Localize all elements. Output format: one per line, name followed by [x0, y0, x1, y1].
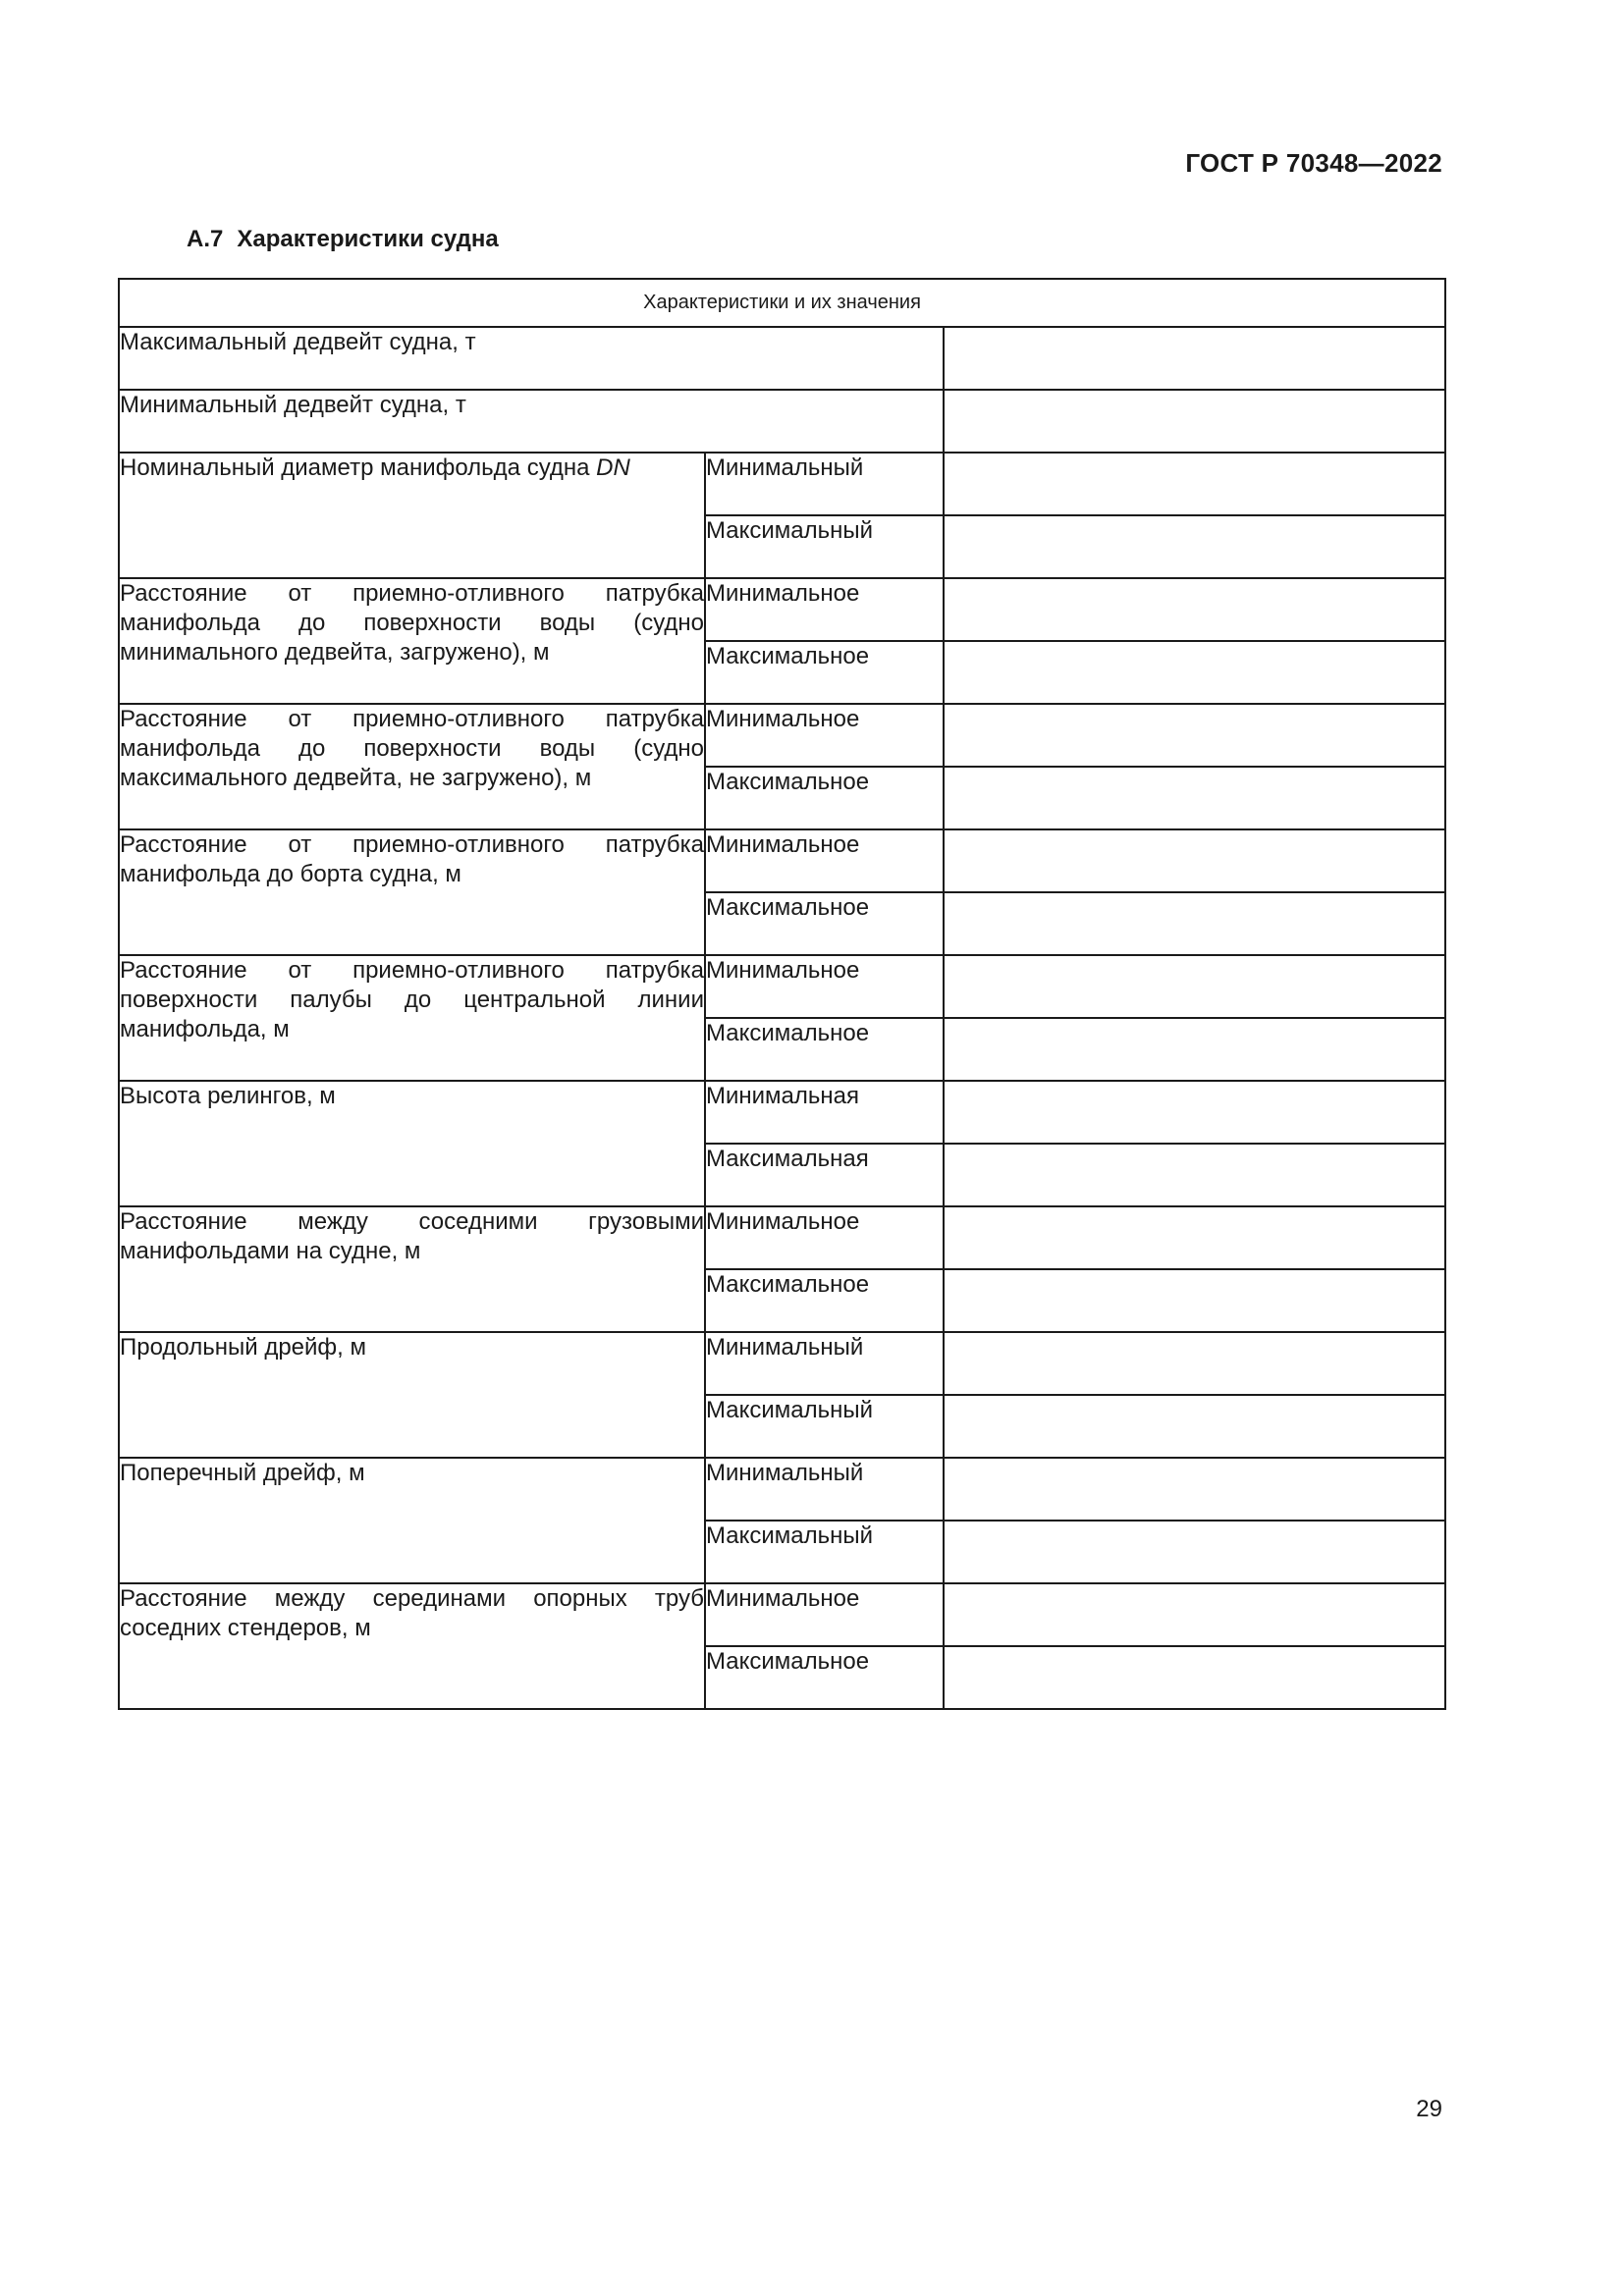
value-cell[interactable] — [944, 641, 1445, 704]
option-label: Максимальное — [705, 1269, 944, 1332]
param-label: Расстояние от приемно-отливного патрубка поверхности палубы до центральной линии манифольда, м — [119, 955, 705, 1081]
option-label: Минимальное — [705, 829, 944, 892]
option-label: Максимальная — [705, 1144, 944, 1206]
option-label: Минимальное — [705, 578, 944, 641]
option-label: Минимальное — [705, 955, 944, 1018]
param-label: Расстояние от приемно-отливного патрубка манифольда до борта судна, м — [119, 829, 705, 955]
param-label: Расстояние от приемно-отливного патрубка манифольда до поверхности воды (судно максимального дедвейта, не загружено), м — [119, 704, 705, 829]
option-label: Минимальный — [705, 1458, 944, 1521]
option-label: Минимальное — [705, 1206, 944, 1269]
option-label: Минимальное — [705, 1583, 944, 1646]
value-cell[interactable] — [944, 1269, 1445, 1332]
value-cell[interactable] — [944, 1521, 1445, 1583]
value-cell[interactable] — [944, 892, 1445, 955]
table-row — [119, 1332, 1445, 1395]
table-row — [119, 1206, 1445, 1269]
table-header-row — [119, 279, 1445, 327]
param-label: Расстояние от приемно-отливного патрубка манифольда до поверхности воды (судно минимального дедвейта, загружено), м — [119, 578, 705, 704]
option-label: Максимальное — [705, 1018, 944, 1081]
value-cell[interactable] — [944, 767, 1445, 829]
table-row — [119, 578, 1445, 641]
value-cell[interactable] — [944, 1646, 1445, 1709]
table-row — [119, 453, 1445, 515]
value-cell[interactable] — [944, 829, 1445, 892]
value-cell[interactable] — [944, 453, 1445, 515]
table-header: Характеристики и их значения — [119, 279, 1445, 327]
value-cell[interactable] — [944, 704, 1445, 767]
value-cell[interactable] — [944, 1206, 1445, 1269]
table-row — [119, 955, 1445, 1018]
value-cell[interactable] — [944, 1395, 1445, 1458]
section-title — [187, 226, 499, 253]
param-label: Расстояние между серединами опорных труб соседних стендеров, м — [119, 1583, 705, 1709]
param-label-italic: DN — [596, 454, 630, 481]
value-cell[interactable] — [944, 1583, 1445, 1646]
section-number: А.7 — [187, 226, 224, 252]
option-label: Максимальное — [705, 1646, 944, 1709]
param-label: Минимальный дедвейт судна, т — [119, 390, 944, 453]
page-number: 29 — [1416, 2096, 1442, 2122]
param-label: Высота релингов, м — [119, 1081, 705, 1206]
param-label: Максимальный дедвейт судна, т — [119, 327, 944, 390]
option-label: Максимальное — [705, 641, 944, 704]
value-cell[interactable] — [944, 1144, 1445, 1206]
option-label: Минимальный — [705, 453, 944, 515]
value-cell[interactable] — [944, 390, 1445, 453]
param-label: Поперечный дрейф, м — [119, 1458, 705, 1583]
option-label: Максимальное — [705, 892, 944, 955]
value-cell[interactable] — [944, 1081, 1445, 1144]
option-label: Максимальное — [705, 767, 944, 829]
document-code: ГОСТ Р 70348—2022 — [1185, 148, 1442, 178]
value-cell[interactable] — [944, 327, 1445, 390]
table-row — [119, 1583, 1445, 1646]
value-cell[interactable] — [944, 1458, 1445, 1521]
option-label: Максимальный — [705, 1395, 944, 1458]
table-row — [119, 1458, 1445, 1521]
table-row — [119, 829, 1445, 892]
option-label: Максимальный — [705, 1521, 944, 1583]
option-label: Максимальный — [705, 515, 944, 578]
section-title-text: Характеристики судна — [237, 226, 499, 252]
value-cell[interactable] — [944, 1018, 1445, 1081]
table-row — [119, 327, 1445, 390]
param-label: Расстояние между соседними грузовыми манифольдами на судне, м — [119, 1206, 705, 1332]
value-cell[interactable] — [944, 515, 1445, 578]
table-row — [119, 390, 1445, 453]
param-label: Продольный дрейф, м — [119, 1332, 705, 1458]
param-label — [119, 453, 705, 578]
ship-characteristics-table — [118, 278, 1446, 1710]
param-label-text: Номинальный диаметр манифольда судна — [120, 454, 597, 481]
table-row — [119, 704, 1445, 767]
table-row — [119, 1081, 1445, 1144]
value-cell[interactable] — [944, 1332, 1445, 1395]
option-label: Минимальный — [705, 1332, 944, 1395]
option-label: Минимальное — [705, 704, 944, 767]
value-cell[interactable] — [944, 955, 1445, 1018]
value-cell[interactable] — [944, 578, 1445, 641]
option-label: Минимальная — [705, 1081, 944, 1144]
